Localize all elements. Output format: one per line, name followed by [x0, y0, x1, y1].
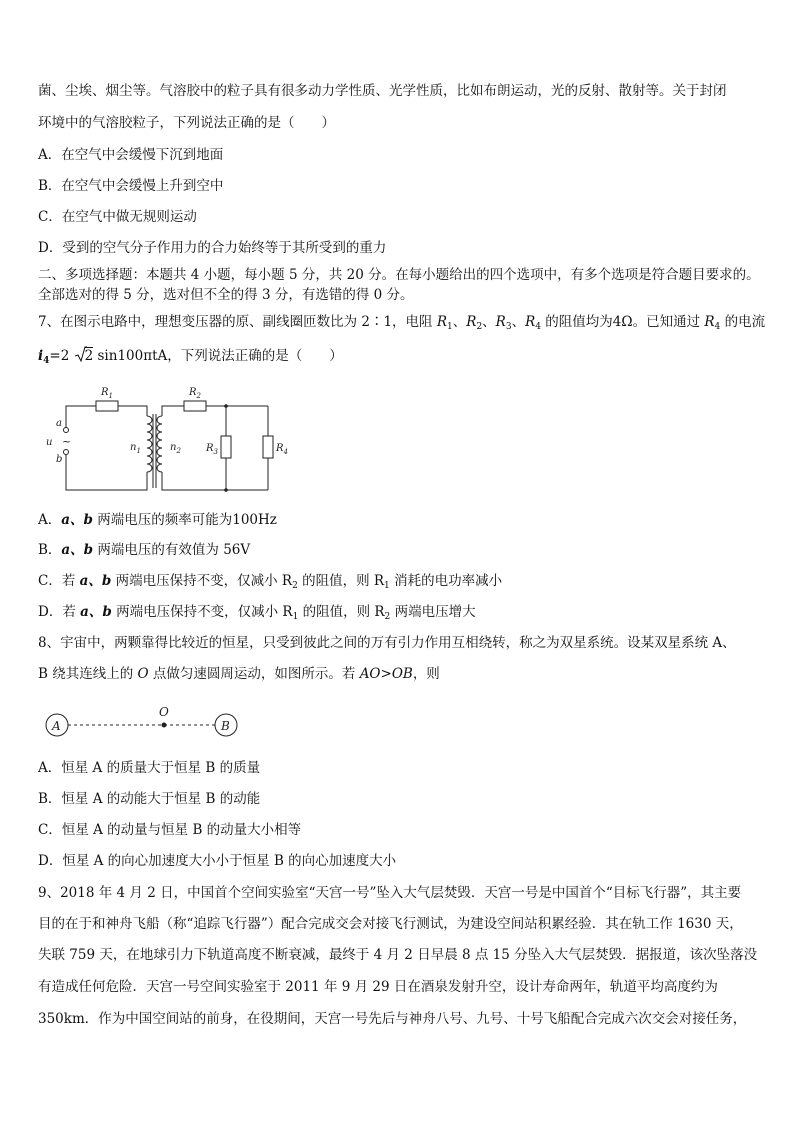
section-instructions: 全部选对的得 5 分，选对但不全的得 3 分，有选错的得 0 分。 [38, 287, 414, 303]
svg-text:A: A [52, 719, 61, 733]
option-a: A．在空气中会缓慢下沉到地面 [38, 147, 224, 163]
svg-text:~: ~ [62, 435, 72, 448]
q8-option-a: A．恒星 A 的质量大于恒星 B 的质量 [38, 760, 261, 776]
q7-stem: 7、在图示电路中，理想变压器的原、副线圈匝数比为 2∶1，电阻 $R_1$、$R_2$、$R_3$、$R_4$ 的阻值均为4Ω。已知通过 $R_4$ 的电流 [38, 314, 766, 332]
svg-text:R1: $R_1$ [101, 387, 113, 400]
question-text: 环境中的气溶胶粒子，下列说法正确的是（ ） [38, 115, 335, 131]
svg-text:O: O [159, 705, 169, 719]
svg-text:u: u [46, 437, 53, 448]
q8-option-d: D．恒星 A 的向心加速度大小小于恒星 B 的向心加速度大小 [38, 853, 397, 869]
q9-text: 目的在于和神舟飞船（称“追踪飞行器”）配合完成交会对接飞行测试，为建设空间站积累经验．其在轨工作 1630 天， [38, 916, 743, 932]
svg-text:n2: $n_2$ [170, 442, 181, 455]
q7-option-c: C．若 a、b 两端电压保持不变，仅减小 $R_2$ 的阻值，则 $R_1$ 消耗的电功率减小 [38, 573, 503, 591]
circuit-diagram [40, 378, 300, 498]
svg-text:b: b [56, 454, 63, 465]
option-d: D．受到的空气分子作用力的合力始终等于其所受到的重力 [38, 240, 387, 256]
q9-text: 失联 759 天，在地球引力下轨道高度不断衰减，最终于 4 月 2 日早晨 8 点 15 分坠入大气层焚毁．据报道，该次坠落没 [38, 947, 758, 963]
svg-text:R2: $R_2$ [189, 387, 201, 400]
q8-stem: 8、宇宙中，两颗靠得比较近的恒星，只受到彼此之间的万有引力作用互相绕转，称之为双星系统。设某双星系统 A、 [38, 635, 736, 651]
question-text: 菌、尘埃、烟尘等。气溶胶中的粒子具有很多动力学性质、光学性质，比如布朗运动，光的反射、散射等。关于封闭 [38, 83, 727, 99]
binary-star-diagram [40, 703, 250, 743]
sqrt-icon: 2 [76, 347, 94, 365]
q9-text: 9、2018 年 4 月 2 日，中国首个空间实验室“天宫一号”坠入大气层焚毁．天宫一号是中国首个“目标飞行器”，其主要 [38, 885, 742, 901]
svg-text:n1: $n_1$ [130, 442, 141, 455]
section-heading: 二、多项选择题：本题共 4 小题，每小题 5 分，共 20 分。在每小题给出的四个选项中，有多个选项是符合题目要求的。 [38, 267, 760, 283]
svg-text:R4: $R_4$ [276, 443, 288, 456]
q8-option-c: C．恒星 A 的动量与恒星 B 的动量大小相等 [38, 822, 302, 838]
q8-stem-line2: B 绕其连线上的 O 点做匀速圆周运动，如图所示。若 AO>OB，则 [38, 666, 440, 682]
option-c: C．在空气中做无规则运动 [38, 209, 197, 225]
option-b: B．在空气中会缓慢上升到空中 [38, 178, 224, 194]
q9-text: 有造成任何危险．天宫一号空间实验室于 2011 年 9 月 29 日在酒泉发射升空，设计寿命两年，轨道平均高度约为 [38, 979, 718, 995]
q8-option-b: B．恒星 A 的动能大于恒星 B 的动能 [38, 791, 261, 807]
svg-text:B: B [221, 719, 230, 733]
q9-text: 350km．作为中国空间站的前身，在役期间，天宫一号先后与神舟八号、九号、十号飞船配合完成六次交会对接任务， [38, 1011, 747, 1027]
q7-option-d: D．若 a、b 两端电压保持不变，仅减小 $R_1$ 的阻值，则 $R_2$ 两端电压增大 [38, 604, 476, 622]
svg-text:a: a [56, 418, 62, 429]
q7-formula: $i_4=2$ 2 sin100πtA，下列说法正确的是（ ） [38, 348, 343, 366]
q7-option-a: A．a、b 两端电压的频率可能为100Hz [38, 512, 277, 528]
svg-text:R3: $R_3$ [206, 443, 218, 456]
q7-option-b: B．a、b 两端电压的有效值为 56V [38, 542, 251, 558]
